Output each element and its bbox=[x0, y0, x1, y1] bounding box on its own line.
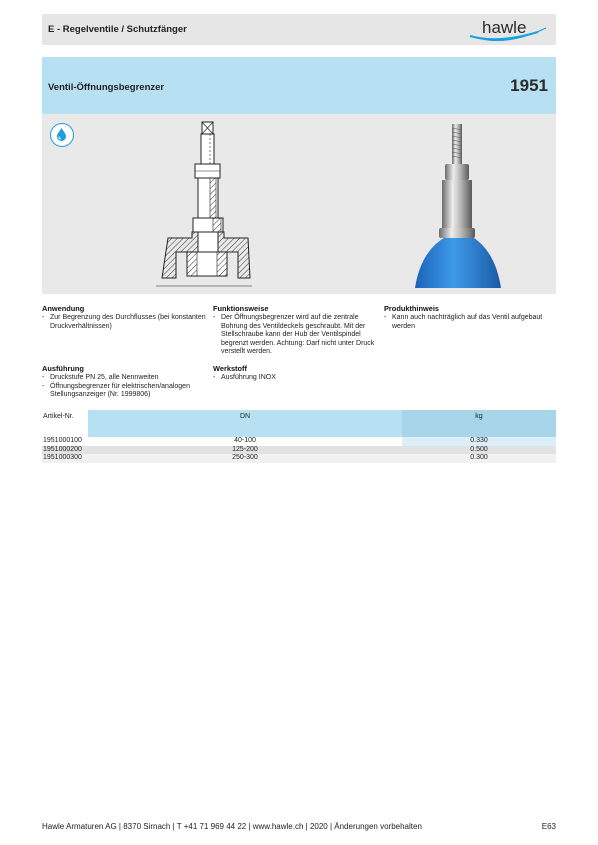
technical-drawing bbox=[154, 120, 254, 290]
article-table bbox=[42, 410, 556, 463]
cell-dn: 250-300 bbox=[232, 454, 258, 461]
column-header-kg: kg bbox=[402, 410, 556, 437]
product-image-area bbox=[42, 114, 556, 294]
cell-dn: 125-200 bbox=[232, 445, 258, 453]
product-name: Ventil-Öffnungsbegrenzer bbox=[48, 82, 165, 93]
section-title: E - Regelventile / Schutzfänger bbox=[48, 24, 187, 35]
section-header bbox=[42, 14, 556, 45]
section-produkthinweis bbox=[384, 305, 554, 331]
cell-artikel: 1951000300 bbox=[43, 454, 82, 461]
section-title: Funktionsweise bbox=[213, 304, 269, 313]
column-header-artikel: Artikel-Nr. bbox=[42, 410, 88, 437]
section-title: Produkthinweis bbox=[384, 304, 440, 313]
section-ausfuehrung bbox=[42, 365, 212, 400]
hawle-logo bbox=[468, 16, 550, 42]
product-photo bbox=[407, 120, 507, 294]
cell-kg: 0.300 bbox=[470, 454, 488, 461]
list-item: - Ausführung INOX bbox=[213, 374, 276, 382]
list-item: - Kann auch nachträglich auf das Ventil aufgebaut werden bbox=[384, 314, 543, 330]
section-title: Ausführung bbox=[42, 364, 84, 373]
page-number: E63 bbox=[541, 822, 556, 831]
page-footer bbox=[42, 822, 556, 831]
section-title: Anwendung bbox=[42, 304, 85, 313]
list-item: - Zur Begrenzung des Durchflusses (bei konstanten Druckverhältnissen) bbox=[42, 314, 206, 330]
cell-kg: 0.330 bbox=[470, 437, 488, 444]
table-row bbox=[42, 437, 556, 446]
table-header bbox=[42, 410, 556, 437]
section-title: Werkstoff bbox=[213, 364, 247, 373]
column-header-dn: DN bbox=[88, 410, 402, 437]
list-item: - Öffnungsbegrenzer für elektrischen/analogen Stellungsanzeiger (Nr. 1999806) bbox=[42, 382, 190, 399]
footer-text: Hawle Armaturen AG | 8370 Sirnach | T +41 71 969 44 22 | www.hawle.ch | 2020 | Änderungen vorbehalten bbox=[42, 822, 422, 831]
cell-dn: 40-100 bbox=[234, 437, 256, 444]
cell-artikel: 1951000200 bbox=[43, 445, 82, 453]
table-row bbox=[42, 454, 556, 463]
section-werkstoff bbox=[213, 365, 375, 383]
section-funktionsweise bbox=[213, 305, 375, 356]
product-number: 1951 bbox=[510, 76, 548, 95]
cell-kg: 0.500 bbox=[470, 445, 488, 453]
list-item: - Der Öffnungsbegrenzer wird auf die zentrale Bohrung des Ventildeckels geschraubt. Mit der Stellschraube kann der Hub der Ventilspindel begrenzt werden. Achtung: Darf nicht unter Druck verstellt werden. bbox=[213, 314, 375, 356]
cell-artikel: 1951000100 bbox=[43, 437, 82, 444]
table-row bbox=[42, 446, 556, 455]
product-header bbox=[42, 57, 556, 114]
list-item: - Druckstufe PN 25, alle Nennweiten bbox=[42, 374, 159, 382]
water-drop-icon bbox=[50, 123, 74, 147]
svg-text:hawle: hawle bbox=[482, 18, 527, 37]
section-anwendung bbox=[42, 305, 212, 331]
